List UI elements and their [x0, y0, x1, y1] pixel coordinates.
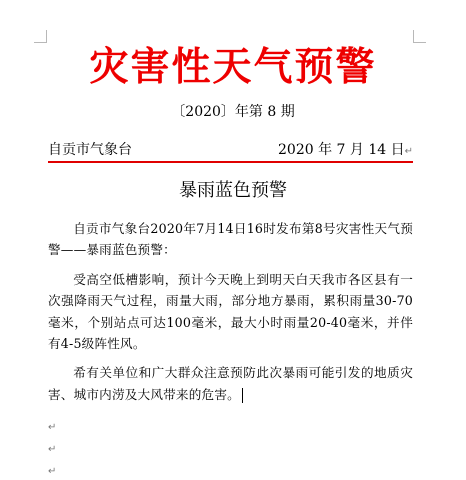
issuer-name: 自贡市气象台: [48, 142, 132, 158]
issue-number: 〔2020〕年第 8 期: [171, 104, 295, 120]
header-row: [48, 140, 413, 160]
paragraph-mark-icon: ↵: [48, 422, 57, 433]
document-title: 暴雨蓝色预警: [179, 180, 287, 201]
document-body[interactable]: [48, 218, 413, 405]
paragraph-advice: 希有关单位和广大群众注意预防此次暴雨可能引发的地质灾害、城市内涝及大风带来的危害。: [48, 365, 413, 402]
text-cursor: [242, 388, 243, 403]
paragraph-mark-icon: ↵: [48, 444, 57, 455]
issue-date-wrap: [278, 140, 413, 162]
red-header-title: 灾害性天气预警: [89, 44, 377, 90]
issue-date: 2020 年 7 月 14 日: [278, 142, 405, 158]
paragraph-forecast: 受高空低槽影响，预计今天晚上到明天白天我市各区县有一次强降雨天气过程，雨量大雨，部分地方暴雨，累积雨量30-70毫米，个别站点可达100毫米，最大小时雨量20-40毫米，并伴有4-5级阵性风。: [48, 271, 413, 352]
red-divider-line: [48, 161, 413, 163]
paragraph-intro: 自贡市气象台2020年7月14日16时发布第8号灾害性天气预警——暴雨蓝色预警：: [48, 221, 413, 258]
paragraph-mark-icon: ↵: [404, 146, 413, 157]
paragraph-mark-icon: ↵: [48, 466, 57, 477]
